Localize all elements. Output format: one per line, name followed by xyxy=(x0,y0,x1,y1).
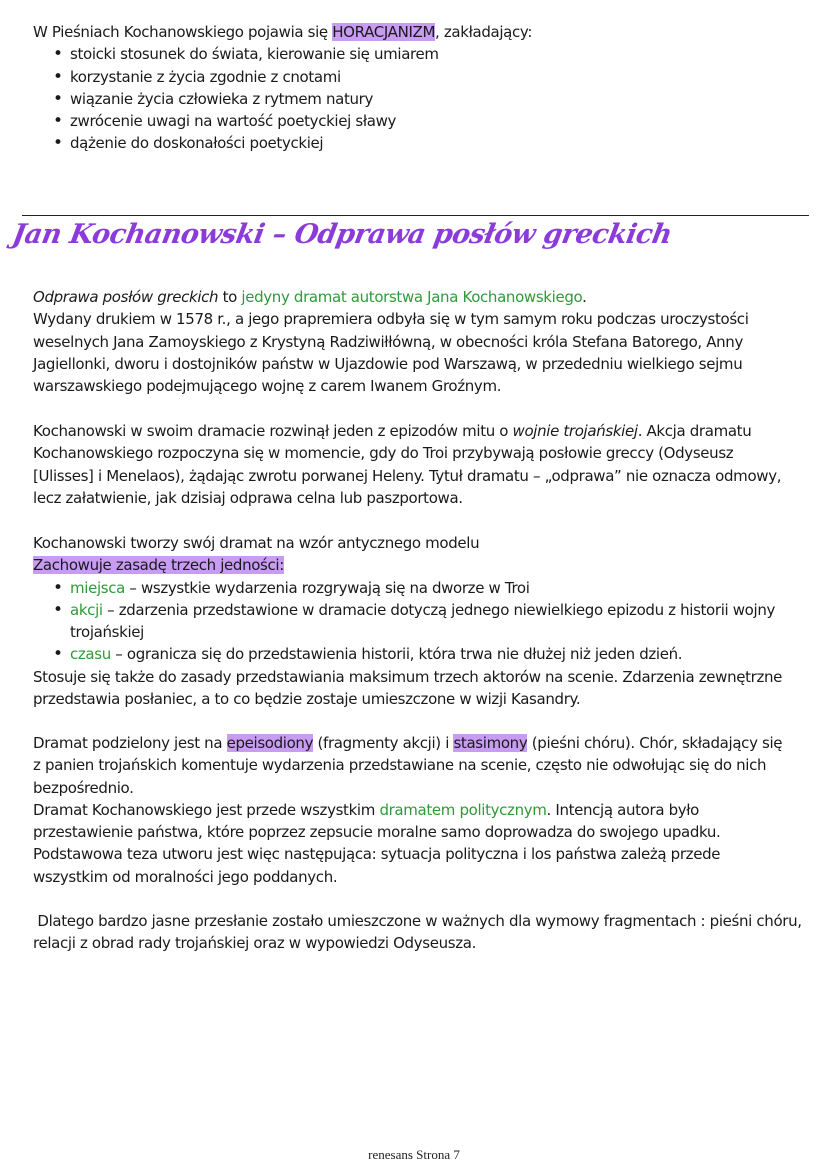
text-line xyxy=(33,420,781,442)
green-emphasis: jedyny dramat autorstwa Jana Kochanowskiego xyxy=(241,288,583,306)
text-line: warszawskiego podejmującego wojnę z carem Iwanem Groźnym. xyxy=(33,377,502,396)
text-fragment: . xyxy=(582,288,587,306)
green-emphasis: dramatem politycznym xyxy=(379,800,547,819)
text-line: Kochanowski tworzy swój dramat na wzór antycznego modelu xyxy=(33,534,480,552)
page-footer: renesans Strona 7 xyxy=(368,1147,460,1162)
list-item: • wiązanie życia człowieka z rytmem natury xyxy=(33,88,532,110)
text-line xyxy=(33,732,782,754)
text-line: Kochanowskiego rozpoczyna się w momencie, gdy do Troi przybywają posłowie greccy (Odyseusz xyxy=(33,444,734,463)
list-item xyxy=(33,643,782,665)
paragraph-conclusion xyxy=(33,910,802,955)
text-fragment: . Akcja dramatu xyxy=(637,422,752,440)
horacjanizm-list xyxy=(33,43,532,154)
text-line: Jagiellonki, dworu i dostojników państw w Ujazdowie pod Warszawą, w przededniu wielkiego sejmu xyxy=(33,354,743,373)
intro-tail: , zakładający: xyxy=(435,23,533,41)
text-fragment: (fragmenty akcji) i xyxy=(313,734,454,752)
text-line: relacji z obrad rady trojańskiej oraz w wypowiedzi Odyseusza. xyxy=(33,934,476,953)
list-item xyxy=(33,599,782,644)
unity-term: akcji xyxy=(70,600,103,619)
text-line xyxy=(33,554,782,576)
unities-list xyxy=(33,577,782,666)
text-line: Dlatego bardzo jasne przesłanie zostało umieszczone w ważnych dla wymowy fragmentach : pieśni chóru, xyxy=(33,912,802,930)
list-item: • zwrócenie uwagi na wartość poetyckiej sławy xyxy=(33,110,532,132)
section-title: Jan Kochanowski – Odprawa posłów greckich xyxy=(10,219,675,250)
intro-lead: W Pieśniach Kochanowskiego pojawia się xyxy=(33,23,333,41)
text-line: bezpośrednio. xyxy=(33,778,134,797)
text-fragment: (pieśni chóru). Chór, składający się xyxy=(527,734,783,752)
unity-term: miejsca xyxy=(70,578,125,597)
unity-description: – wszystkie wydarzenia rozgrywają się na dworze w Troi xyxy=(124,578,530,597)
text-line: z panien trojańskich komentuje wydarzenia przedstawiane na scenie, często nie odwołując się do nich xyxy=(33,756,767,775)
drama-title-italic: Odprawa posłów greckich xyxy=(33,288,219,306)
text-line: lecz załatwienie, jak dzisiaj odprawa celna lub paszportowa. xyxy=(33,488,463,507)
italic-emphasis: wojnie trojańskiej xyxy=(512,422,638,440)
unity-description: – ogranicza się do przedstawienia historii, która trwa nie dłużej niż jeden dzień. xyxy=(110,645,683,664)
horacjanizm-highlight: HORACJANIZM xyxy=(332,23,436,41)
paragraph-unities xyxy=(33,532,782,710)
epeisodiony-highlight: epeisodiony xyxy=(226,734,314,752)
unity-description: – zdarzenia przedstawione w dramacie dotyczą jednego niewielkiego epizodu z historii wojny xyxy=(102,600,776,619)
text-line: Wydany drukiem w 1578 r., a jego prapremiera odbyła się w tym samym roku podczas uroczystości xyxy=(33,310,749,329)
text-line: Stosuje się także do zasady przedstawiania maksimum trzech aktorów na scenie. Zdarzenia zewnętrzne xyxy=(33,667,783,686)
text-fragment: Dramat podzielony jest na xyxy=(33,734,227,752)
paragraph-intro-drama xyxy=(33,286,749,397)
text-line: przestawienie państwa, które poprzez zepsucie moralne samo doprowadza do swojego upadku. xyxy=(33,823,721,842)
text-line xyxy=(33,799,782,821)
text-line: [Ulisses] i Menelaos), żądając zwrotu porwanej Heleny. Tytuł dramatu – „odprawa” nie oznacza odmowy, xyxy=(33,466,782,485)
unity-description-cont: trojańskiej xyxy=(70,623,144,642)
text-fragment: . Intencją autora było xyxy=(546,800,700,819)
stasimony-highlight: stasimony xyxy=(453,734,528,752)
list-item: • stoicki stosunek do świata, kierowanie się umiarem xyxy=(33,43,532,65)
text-line: przedstawia posłaniec, a to co będzie zostaje umieszczone w wizji Kasandry. xyxy=(33,690,581,709)
paragraph-structure xyxy=(33,732,782,888)
list-item xyxy=(33,577,782,599)
text-fragment: Dramat Kochanowskiego jest przede wszystkim xyxy=(33,800,380,819)
text-line xyxy=(33,286,749,308)
intro-section xyxy=(33,21,532,155)
paragraph-myth xyxy=(33,420,781,509)
text-line: weselnych Jana Zamoyskiego z Krystyną Radziwiłłówną, w obecności króla Stefana Batorego, Anny xyxy=(33,332,743,351)
list-item: • korzystanie z życia zgodnie z cnotami xyxy=(33,66,532,88)
unity-term: czasu xyxy=(70,645,111,664)
unities-highlight: Zachowuje zasadę trzech jedności: xyxy=(33,556,284,575)
text-line: wszystkim od moralności jego poddanych. xyxy=(33,867,338,886)
text-fragment: Kochanowski w swoim dramacie rozwinął jeden z epizodów mitu o xyxy=(33,422,513,440)
text-fragment: to xyxy=(218,288,242,306)
intro-line xyxy=(33,21,532,43)
text-line: Podstawowa teza utworu jest więc następująca: sytuacja polityczna i los państwa zależą przede xyxy=(33,845,721,864)
list-item: • dążenie do doskonałości poetyckiej xyxy=(33,132,532,154)
section-divider xyxy=(22,215,809,216)
